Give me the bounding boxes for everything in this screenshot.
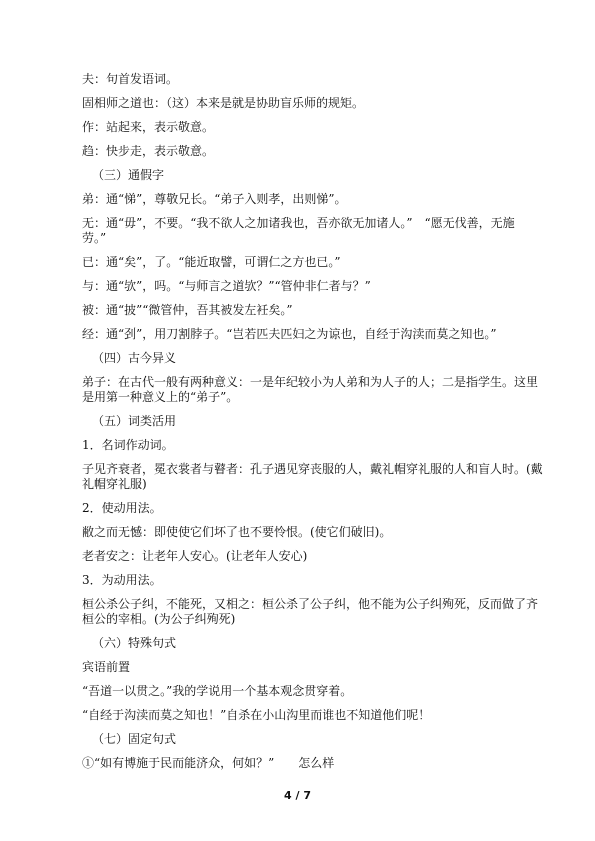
text-line: 是用第一种意义上的“弟子”。 — [82, 390, 239, 404]
text-line: 桓公杀公子纠，不能死，又相之：桓公杀了公子纠，他不能为公子纠殉死，反而做了齐 — [82, 597, 539, 611]
section-heading: （五）词类活用 — [92, 414, 177, 428]
text-line: 老者安之：让老年人安心。(让老年人安心) — [82, 549, 308, 563]
section-heading: （六）特殊句式 — [92, 636, 177, 650]
text-line: 宾语前置 — [82, 660, 131, 674]
page-number: 4 / 7 — [284, 789, 311, 802]
text-line: 已：通“矣”，了。“能近取譬，可谓仁之方也已。” — [82, 255, 341, 269]
text-line: 子见齐衰者，冕衣裳者与瞽者：孔子遇见穿丧服的人，戴礼帽穿礼服的人和盲人时。(戴 — [82, 462, 543, 476]
text-line: “自经于沟渎而莫之知也！”自杀在小山沟里而谁也不知道他们呢！ — [82, 708, 431, 722]
text-line: 被：通“披”“微管仲，吾其被发左衽矣。” — [82, 303, 293, 317]
text-line: 2．使动用法。 — [82, 501, 162, 515]
text-line: 劳。” — [82, 231, 107, 245]
text-line: 3．为动用法。 — [82, 573, 162, 587]
text-line: “吾道一以贯之。”我的学说用一个基本观念贯穿着。 — [82, 684, 353, 698]
text-line: ①“如有博施于民而能济众，何如？” 怎么样 — [82, 756, 335, 770]
text-line: 敝之而无憾：即使使它们坏了也不要怜恨。(使它们破旧)。 — [82, 525, 392, 539]
text-line: 作：站起来，表示敬意。 — [82, 120, 215, 134]
section-heading: （三）通假字 — [92, 168, 165, 182]
text-line: 1．名词作动词。 — [82, 438, 174, 452]
text-line: 夫：句首发语词。 — [82, 72, 179, 86]
page-content — [82, 72, 543, 780]
text-line: 趋：快步走，表示敬意。 — [82, 144, 215, 158]
section-heading: （七）固定句式 — [92, 732, 177, 746]
text-line: 无：通“毋”，不要。“我不欲人之加诸我也，吾亦欲无加诸人。” “愿无伐善，无施 — [82, 216, 515, 230]
text-line: 桓公的宰相。(为公子纠殉死) — [82, 612, 236, 626]
text-line: 礼帽穿礼服) — [82, 477, 147, 491]
text-line: 经：通“刭”，用刀割脖子。“岂若匹夫匹妇之为谅也，自经于沟渎而莫之知也。” — [82, 327, 497, 341]
text-line: 与：通“欤”，吗。“与师言之道欤？”“管仲非仁者与？” — [82, 279, 371, 293]
section-heading: （四）古今异义 — [92, 351, 177, 365]
text-line: 固相师之道也：（这）本来是就是协助盲乐师的规矩。 — [82, 96, 365, 110]
text-line: 弟子：在古代一般有两种意义：一是年纪较小为人弟和为人子的人；二是指学生。这里 — [82, 375, 539, 389]
text-line: 弟：通“悌”，尊敬兄长。“弟子入则孝，出则悌”。 — [82, 192, 347, 206]
